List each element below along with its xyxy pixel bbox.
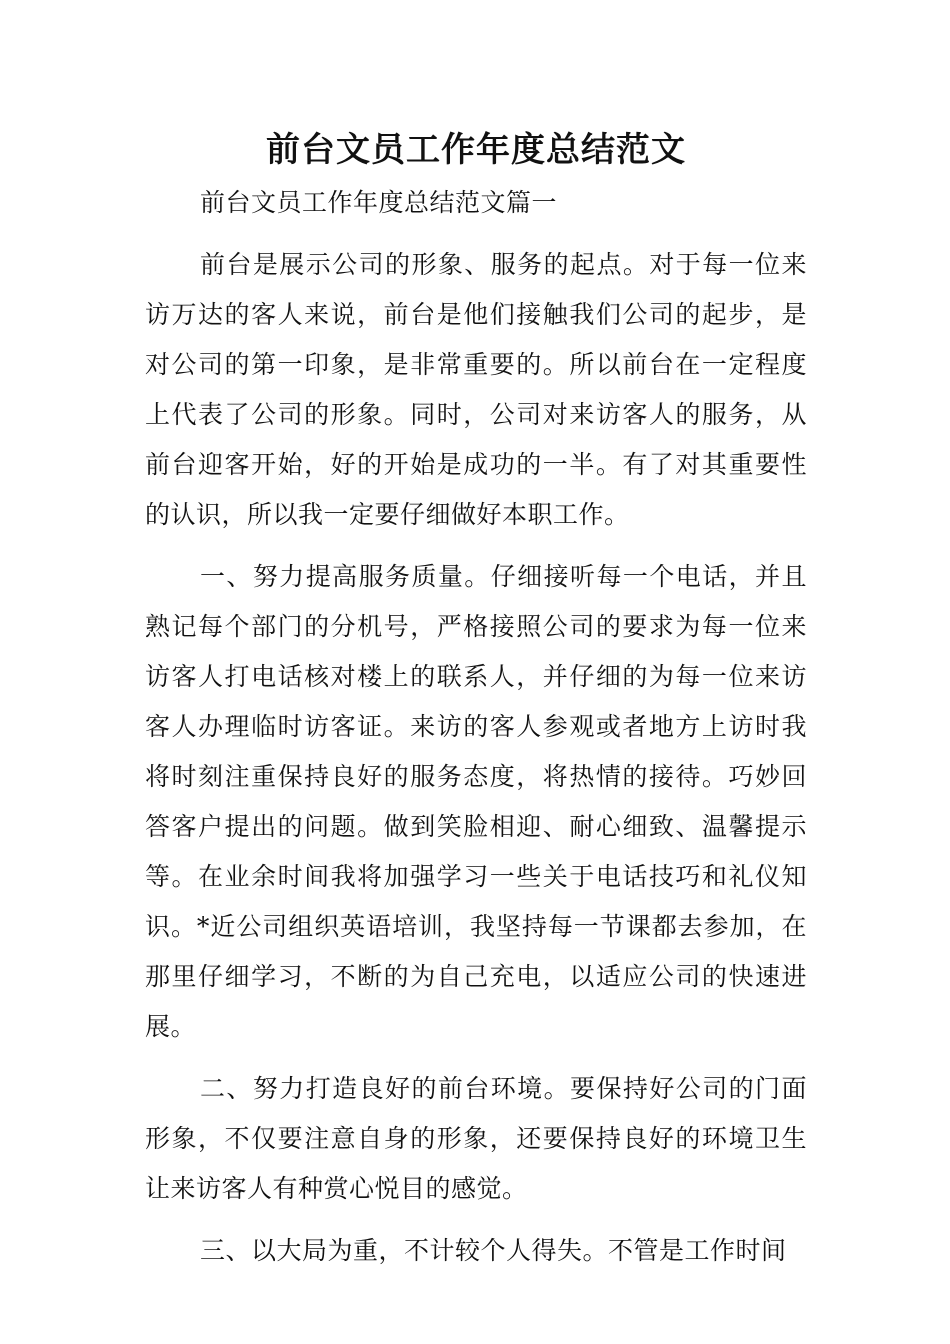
- document-page: [145, 122, 807, 1276]
- document-subtitle: 前台文员工作年度总结范文篇一: [200, 188, 558, 217]
- paragraph-service-quality: 一、努力提高服务质量。仔细接听每一个电话，并且熟记每个部门的分机号，严格接照公司的要求为每一位来访客人打电话核对楼上的联系人，并仔细的为每一位来访客人办理临时访客证。来访的客人参观或者地方上访时我将时刻注重保持良好的服务态度，将热情的接待。巧妙回答客户提出的问题。做到笑脸相迎、耐心细致、温馨提示等。在业余时间我将加强学习一些关于电话技巧和礼仪知识。*近公司组织英语培训，我坚持每一节课都去参加，在那里仔细学习，不断的为自己充电，以适应公司的快速进展。: [145, 562, 807, 1041]
- document-title: 前台文员工作年度总结范文: [266, 130, 686, 170]
- paragraph-environment: 二、努力打造良好的前台环境。要保持好公司的门面形象，不仅要注意自身的形象，还要保持良好的环境卫生让来访客人有种赏心悦目的感觉。: [145, 1074, 807, 1203]
- paragraph-overall-interest: 三、以大局为重，不计较个人得失。不管是工作时间: [200, 1236, 787, 1265]
- paragraph-intro: 前台是展示公司的形象、服务的起点。对于每一位来访万达的客人来说，前台是他们接触我们公司的起步，是对公司的第一印象，是非常重要的。所以前台在一定程度上代表了公司的形象。同时，公司对来访客人的服务，从前台迎客开始，好的开始是成功的一半。有了对其重要性的认识，所以我一定要仔细做好本职工作。: [145, 250, 807, 529]
